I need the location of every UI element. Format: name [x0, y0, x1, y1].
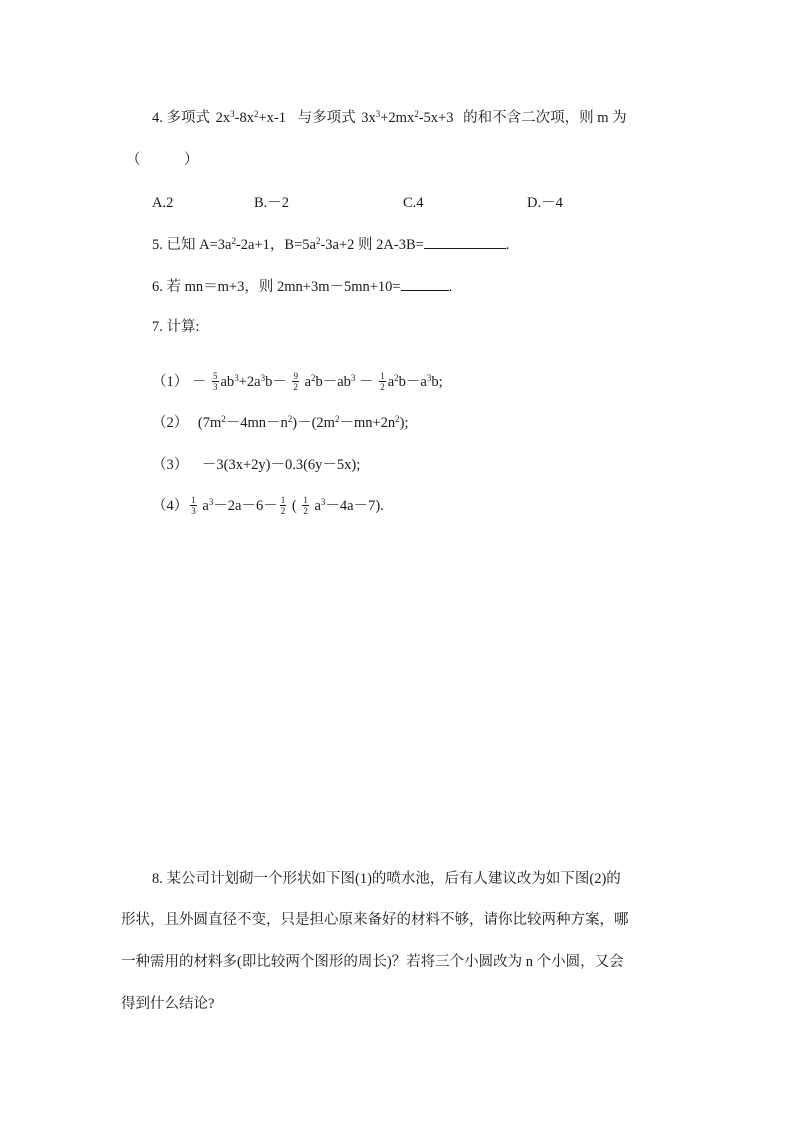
question-7-title: 7. 计算:	[152, 319, 200, 335]
q4-option-c: C.4	[403, 195, 424, 211]
q4-poly-1: $2x^3-8x^2+x-1$	[215, 109, 286, 126]
q8-line-3: 一种需用的材料多(即比较两个图形的周长)？若将三个小圆改为 n 个小圆，又会	[121, 954, 624, 970]
q7-2-expression: $(7m^2-4mn-n^2)-(2m^2-mn+2n^2)$;	[197, 414, 409, 431]
q8-line-2: 形状，且外圆直径不变，只是担心原来备好的材料不够，请你比较两种方案，哪	[121, 912, 629, 928]
fraction-1-3: $\frac{1}{3}$	[191, 495, 196, 517]
q7-item-1	[152, 372, 443, 393]
q6-text: 若 mn＝m+3，则 2mn+3m－5mn+10=	[166, 279, 401, 295]
q6-end: .	[448, 279, 453, 295]
fraction-1-2: $\frac{1}{2}$	[380, 371, 385, 393]
q7-1-expression: － $\frac{5}{3}$ $ab^3+2a^3b-$ $\frac{9}{2}$ $a^2b-ab^3$ － $\frac{1}{2}$ $a^2b-a^3b$;	[191, 371, 443, 393]
q4-option-b: B.－2	[254, 195, 290, 211]
q4-number: 4.	[152, 110, 163, 126]
question-4-line-1	[152, 108, 627, 128]
q5-number: 5.	[152, 237, 163, 253]
q6-answer-blank[interactable]	[401, 276, 449, 291]
q4-poly-2: $3x^3+2mx^2-5x+3$	[361, 109, 454, 126]
q7-2-label: （2）	[152, 415, 189, 431]
question-6	[152, 276, 452, 297]
question-5	[152, 234, 509, 255]
fraction-1-2-c: $\frac{1}{2}$	[303, 495, 308, 517]
q5-answer-blank[interactable]	[424, 234, 506, 249]
fraction-1-2-b: $\frac{1}{2}$	[280, 495, 286, 517]
fraction-9-2: $\frac{9}{2}$	[293, 371, 298, 393]
q8-line-4: 得到什么结论?	[121, 996, 215, 1012]
q7-3-label: （3）	[152, 457, 189, 473]
q4-mid: 与多项式	[297, 110, 356, 126]
q4-option-a: A.2	[152, 195, 174, 211]
q7-1-label: （1）	[152, 374, 189, 390]
q7-item-3	[152, 455, 360, 475]
q7-item-4: （4） $\frac{1}{3}$ $a^3-2a-6-$ $\frac{1}{2}$ ( $\frac{1}{2}$ $a^3-4a-7$).	[152, 495, 384, 517]
q7-item-2	[152, 413, 409, 433]
q5-text: 已知 $A=3a^2-2a+1$，$B=5a^2-3a+2$ 则 2A-3B=	[166, 236, 424, 253]
q4-prefix: 多项式	[166, 110, 210, 126]
q7-3-expression: －3(3x+2y)－0.3(6y－5x);	[201, 457, 361, 473]
fraction-5-3: $\frac{5}{3}$	[213, 371, 218, 393]
q8-line-1: 8. 某公司计划砌一个形状如下图(1)的喷水池，后有人建议改为如下图(2)的	[152, 871, 621, 887]
q6-number: 6.	[152, 279, 163, 295]
q4-suffix: 的和不含二次项，则 m 为	[463, 110, 627, 126]
q4-option-d: D.－4	[527, 195, 563, 211]
q7-4-label: （4）	[152, 498, 189, 514]
q5-end: .	[505, 237, 510, 253]
q4-answer-paren: （ ）	[126, 152, 199, 168]
